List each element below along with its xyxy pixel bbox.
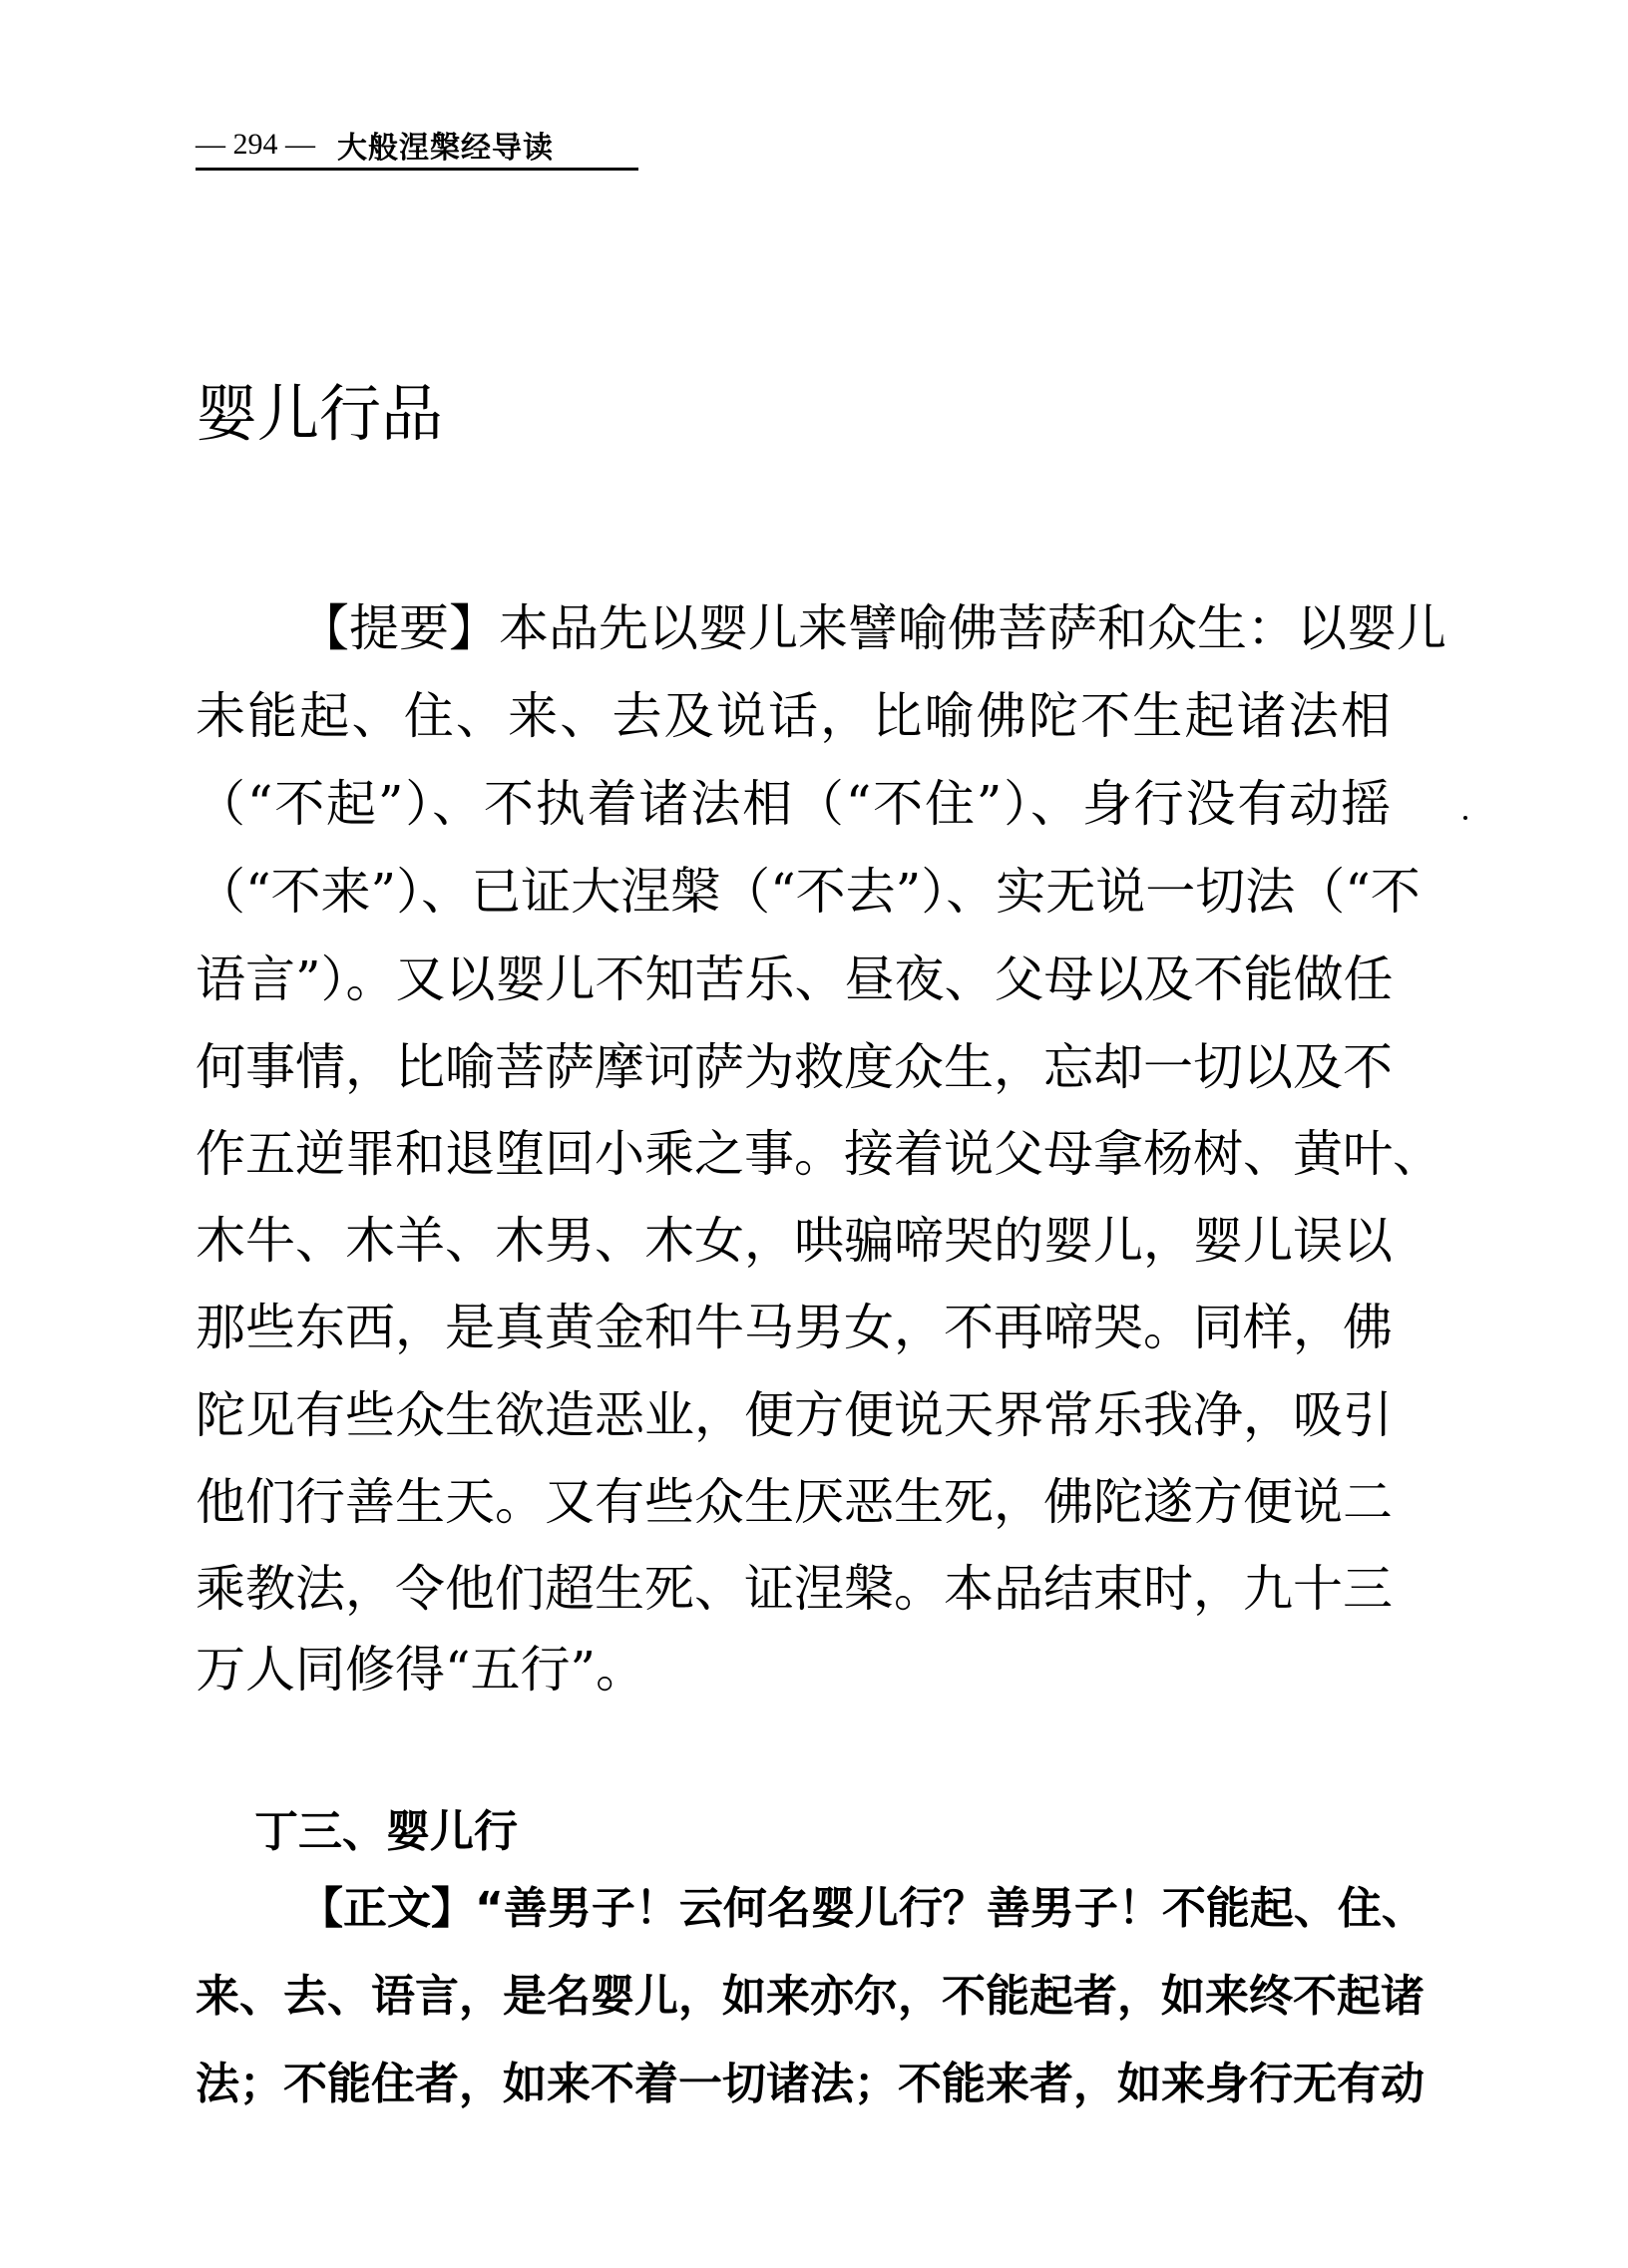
summary-line: 他们行善生天。又有些众生厌恶生死，佛陀遂方便说二 (196, 1473, 1393, 1531)
summary-line: 【提要】本品先以婴儿来譬喻佛菩萨和众生：以婴儿 (299, 599, 1446, 657)
summary-line: 乘教法，令他们超生死、证涅槃。本品结束时，九十三 (196, 1560, 1393, 1618)
chapter-title: 婴儿行品 (196, 377, 444, 450)
summary-line: 陀见有些众生欲造恶业，便方便说天界常乐我净，吸引 (196, 1386, 1393, 1444)
main-text-line: 【正文】“善男子！云何名婴儿行？善男子！不能起、住、 (299, 1883, 1425, 1934)
summary-line: 作五逆罪和退堕回小乘之事。接着说父母拿杨树、黄叶、 (196, 1125, 1442, 1183)
summary-line: 何事情，比喻菩萨摩诃萨为救度众生，忘却一切以及不 (196, 1038, 1393, 1096)
running-header (196, 122, 638, 171)
book-title: 大般涅槃经导读 (337, 131, 554, 166)
summary-line: 万人同修得“五行”。 (196, 1641, 646, 1699)
stray-mark (1463, 816, 1467, 820)
summary-line: 那些东西，是真黄金和牛马男女，不再啼哭。同样，佛 (196, 1299, 1393, 1356)
section-heading: 丁三、婴儿行 (254, 1806, 518, 1857)
summary-line: 语言”）。又以婴儿不知苦乐、昼夜、父母以及不能做任 (196, 950, 1394, 1008)
summary-line: 木牛、木羊、木男、木女，哄骗啼哭的婴儿，婴儿误以 (196, 1212, 1393, 1270)
page-number: — 294 — (196, 128, 315, 161)
main-text-line: 来、去、语言，是名婴儿，如来亦尔，不能起者，如来终不起诸 (196, 1971, 1424, 2022)
main-text-line: 法；不能住者，如来不着一切诸法；不能来者，如来身行无有动 (196, 2059, 1424, 2109)
summary-line: （“不来”）、已证大涅槃（“不去”）、实无说一切法（“不 (196, 863, 1421, 921)
summary-line: （“不起”）、不执着诸法相（“不住”）、身行没有动摇 (196, 775, 1391, 833)
summary-line: 未能起、住、来、去及说话，比喻佛陀不生起诸法相 (196, 687, 1391, 745)
